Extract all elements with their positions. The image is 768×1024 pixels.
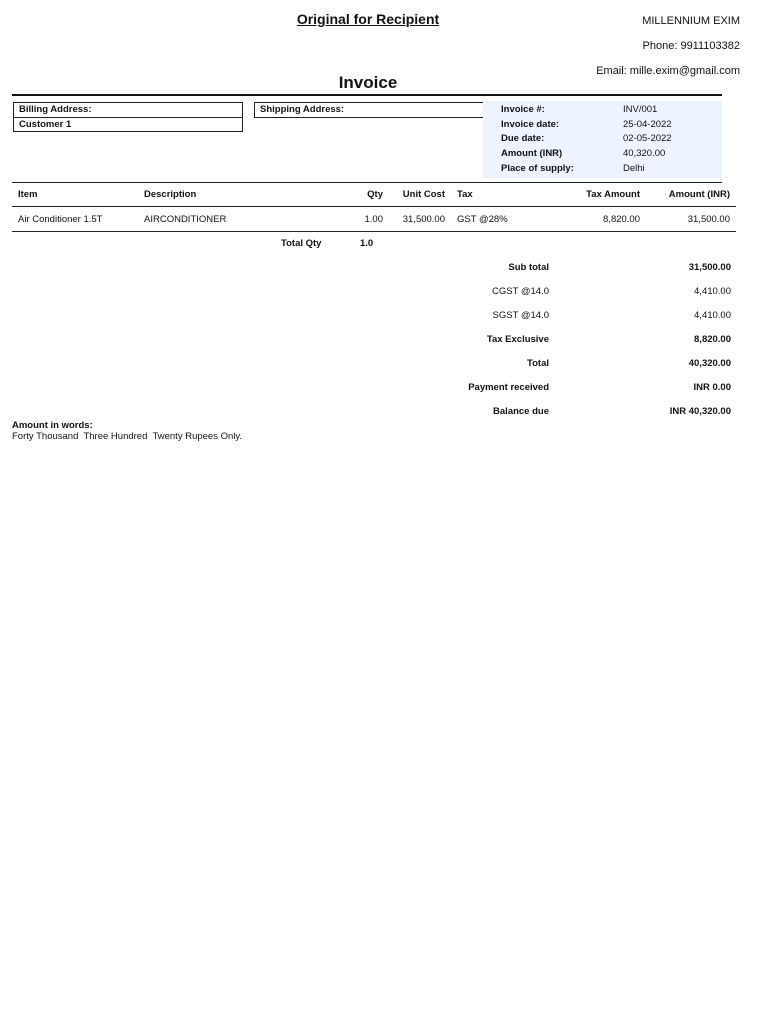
- meta-value: Delhi: [623, 162, 645, 174]
- summary-value-subtotal: 31,500.00: [688, 262, 731, 273]
- company-name: MILLENNIUM EXIM: [642, 15, 740, 27]
- col-header-description: Description: [138, 183, 343, 207]
- summary-label-payment-received: Payment received: [468, 382, 549, 393]
- summary-label-sgst: SGST @14.0: [492, 310, 549, 321]
- meta-row-due-date: [501, 132, 722, 147]
- meta-row-invoice-date: [501, 118, 722, 133]
- summary-value-total: 40,320.00: [688, 358, 731, 369]
- col-header-amount: Amount (INR): [646, 183, 736, 207]
- document-title: Invoice: [338, 73, 398, 92]
- summary-label-balance-due: Balance due: [493, 406, 549, 417]
- meta-label: Amount (INR): [501, 148, 563, 160]
- cell-item: Air Conditioner 1.5T: [12, 207, 138, 232]
- col-header-qty: Qty: [343, 183, 389, 207]
- col-header-item: Item: [12, 183, 138, 207]
- meta-row-amount: [501, 147, 722, 162]
- table-row: [12, 207, 736, 232]
- billing-address-label: Billing Address:: [19, 104, 92, 115]
- col-header-tax-amount: Tax Amount: [551, 183, 646, 207]
- summary-value-sgst: 4,410.00: [694, 310, 731, 321]
- total-qty-label: Total Qty: [281, 238, 322, 249]
- items-table: [12, 183, 736, 232]
- cell-tax-amount: 8,820.00: [551, 207, 646, 232]
- company-phone: Phone: 9911103382: [642, 40, 740, 52]
- amount-in-words-label: Amount in words:: [12, 420, 93, 431]
- cell-qty: 1.00: [343, 207, 389, 232]
- cell-tax: GST @28%: [451, 207, 551, 232]
- meta-row-invoice-number: [501, 103, 722, 118]
- billing-address-box: [13, 102, 243, 132]
- billing-customer: Customer 1: [14, 117, 242, 131]
- items-header-row: [12, 183, 736, 207]
- shipping-address-label: Shipping Address:: [260, 104, 345, 115]
- meta-row-place-of-supply: [501, 162, 722, 177]
- invoice-meta-panel: [483, 101, 722, 178]
- meta-value: 40,320.00: [623, 148, 666, 160]
- col-header-unit-cost: Unit Cost: [389, 183, 451, 207]
- amount-in-words-value: Forty Thousand Three Hundred Twenty Rupees Only.: [12, 431, 243, 442]
- cell-amount: 31,500.00: [646, 207, 736, 232]
- summary-value-tax-exclusive: 8,820.00: [694, 334, 731, 345]
- summary-value-payment-received: INR 0.00: [693, 382, 731, 393]
- summary-value-balance-due: INR 40,320.00: [669, 406, 731, 417]
- summary-value-cgst: 4,410.00: [694, 286, 731, 297]
- summary-label-total: Total: [527, 358, 549, 369]
- shipping-address-box: [254, 102, 484, 118]
- meta-label: Invoice date:: [501, 118, 560, 130]
- summary-label-subtotal: Sub total: [508, 262, 549, 273]
- meta-label: Place of supply:: [501, 162, 574, 174]
- header-divider: [12, 94, 722, 96]
- company-email: Email: mille.exim@gmail.com: [596, 65, 740, 77]
- meta-value: INV/001: [623, 104, 658, 115]
- cell-unit-cost: 31,500.00: [389, 207, 451, 232]
- summary-label-tax-exclusive: Tax Exclusive: [486, 334, 549, 345]
- meta-value: 25-04-2022: [623, 118, 672, 130]
- recipient-title: Original for Recipient: [296, 11, 440, 27]
- summary-label-cgst: CGST @14.0: [492, 286, 549, 297]
- meta-label: Invoice #:: [501, 104, 545, 115]
- meta-value: 02-05-2022: [623, 133, 672, 145]
- col-header-tax: Tax: [451, 183, 551, 207]
- total-qty-value: 1.0: [360, 238, 374, 249]
- cell-description: AIRCONDITIONER: [138, 207, 343, 232]
- meta-label: Due date:: [501, 133, 545, 145]
